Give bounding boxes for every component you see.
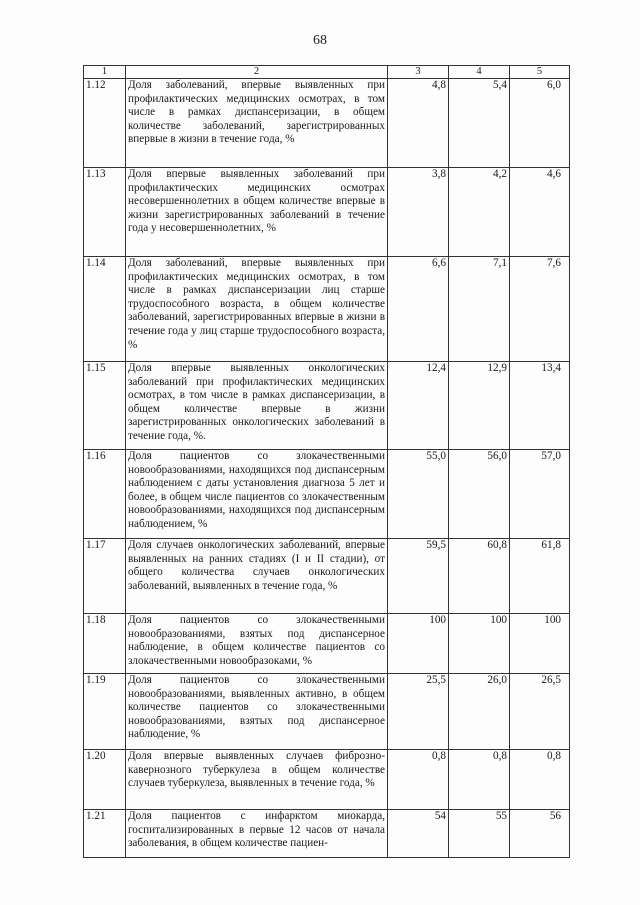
- value-col5: 26,5: [510, 674, 570, 750]
- table-row: [84, 810, 570, 858]
- value-col3: 12,4: [388, 362, 449, 450]
- row-number: 1.15: [84, 362, 126, 450]
- value-col4: 56,0: [449, 450, 510, 539]
- indicator-description: Доля заболеваний, впервые выявленных при профилактических медицинских осмотрах, в том числе в рамках диспансеризации, в общем количестве заболеваний, зарегистрированных впервые в жизни в течение года, %: [126, 79, 388, 168]
- indicators-table: [83, 65, 570, 858]
- row-number: 1.16: [84, 450, 126, 539]
- value-col4: 0,8: [449, 750, 510, 810]
- value-col5: 7,6: [510, 257, 570, 362]
- value-col3: 3,8: [388, 168, 449, 257]
- value-col4: 5,4: [449, 79, 510, 168]
- indicator-description: Доля случаев онкологических заболеваний, впервые выявленных на ранних стадиях (I и II стадии), от общего количества случаев онкологических заболеваний, выявленных в течение года, %: [126, 539, 388, 614]
- table-row: [84, 257, 570, 362]
- row-number: 1.17: [84, 539, 126, 614]
- indicator-description: Доля пациентов с инфарктом миокарда, госпитализированных в первые 12 часов от начала заболевания, в общем количестве пациен-: [126, 810, 388, 858]
- value-col4: 100: [449, 614, 510, 674]
- indicator-description: Доля впервые выявленных онкологических заболеваний при профилактических медицинских осмотрах, в том числе в рамках диспансеризации, в общем количестве впервые в жизни зарегистрированных онкологических заболеваний в течение года, %.: [126, 362, 388, 450]
- row-number: 1.19: [84, 674, 126, 750]
- indicator-description: Доля пациентов со злокачественными новообразованиями, взятых под диспансерное наблюдение, в общем количестве пациентов со злокачественными новообразоками, %: [126, 614, 388, 674]
- row-number: 1.18: [84, 614, 126, 674]
- value-col3: 25,5: [388, 674, 449, 750]
- table-row: [84, 79, 570, 168]
- row-number: 1.20: [84, 750, 126, 810]
- table-header-row: [84, 66, 570, 79]
- indicator-description: Доля пациентов со злокачественными новообразованиями, находящихся под диспансерным наблюдением с даты установления диагноза 5 лет и более, в общем числе пациентов со злокачественным новообразованиями, находящихся под диспансерным наблюдением, %: [126, 450, 388, 539]
- value-col4: 4,2: [449, 168, 510, 257]
- value-col5: 4,6: [510, 168, 570, 257]
- table-row: [84, 362, 570, 450]
- column-header: 4: [449, 66, 510, 79]
- value-col5: 6,0: [510, 79, 570, 168]
- value-col3: 55,0: [388, 450, 449, 539]
- value-col5: 100: [510, 614, 570, 674]
- column-header: 1: [84, 66, 126, 79]
- table-row: [84, 168, 570, 257]
- value-col3: 4,8: [388, 79, 449, 168]
- row-number: 1.14: [84, 257, 126, 362]
- indicator-description: Доля впервые выявленных заболеваний при профилактических медицинских осмотрах несовершеннолетних в общем количестве впервые в жизни зарегистрированных заболеваний в течение года у несовершеннолетних, %: [126, 168, 388, 257]
- value-col5: 61,8: [510, 539, 570, 614]
- indicator-description: Доля заболеваний, впервые выявленных при профилактических медицинских осмотрах, в том числе в рамках диспансеризации лиц старше трудоспособного возраста, в общем количестве заболеваний, зарегистрированных впервые в жизни в течение года у лиц старше трудоспособного возраста, %: [126, 257, 388, 362]
- table-row: [84, 614, 570, 674]
- value-col5: 56: [510, 810, 570, 858]
- indicator-description: Доля впервые выявленных случаев фиброзно-кавернозного туберкулеза в общем количестве случаев туберкулеза, выявленных в течение года, %: [126, 750, 388, 810]
- value-col4: 7,1: [449, 257, 510, 362]
- value-col3: 6,6: [388, 257, 449, 362]
- value-col4: 26,0: [449, 674, 510, 750]
- indicator-description: Доля пациентов со злокачественными новообразованиями, выявленных активно, в общем количестве пациентов со злокачественными новообразованиями, взятых под диспансерное наблюдение, %: [126, 674, 388, 750]
- table-row: [84, 750, 570, 810]
- value-col4: 55: [449, 810, 510, 858]
- value-col3: 59,5: [388, 539, 449, 614]
- value-col5: 13,4: [510, 362, 570, 450]
- table-row: [84, 539, 570, 614]
- row-number: 1.12: [84, 79, 126, 168]
- column-header: 5: [510, 66, 570, 79]
- page-number: 68: [313, 33, 327, 48]
- value-col3: 0,8: [388, 750, 449, 810]
- row-number: 1.21: [84, 810, 126, 858]
- value-col5: 0,8: [510, 750, 570, 810]
- row-number: 1.13: [84, 168, 126, 257]
- table-row: [84, 450, 570, 539]
- value-col4: 60,8: [449, 539, 510, 614]
- value-col4: 12,9: [449, 362, 510, 450]
- table-row: [84, 674, 570, 750]
- value-col3: 100: [388, 614, 449, 674]
- value-col3: 54: [388, 810, 449, 858]
- column-header: 3: [388, 66, 449, 79]
- column-header: 2: [126, 66, 388, 79]
- value-col5: 57,0: [510, 450, 570, 539]
